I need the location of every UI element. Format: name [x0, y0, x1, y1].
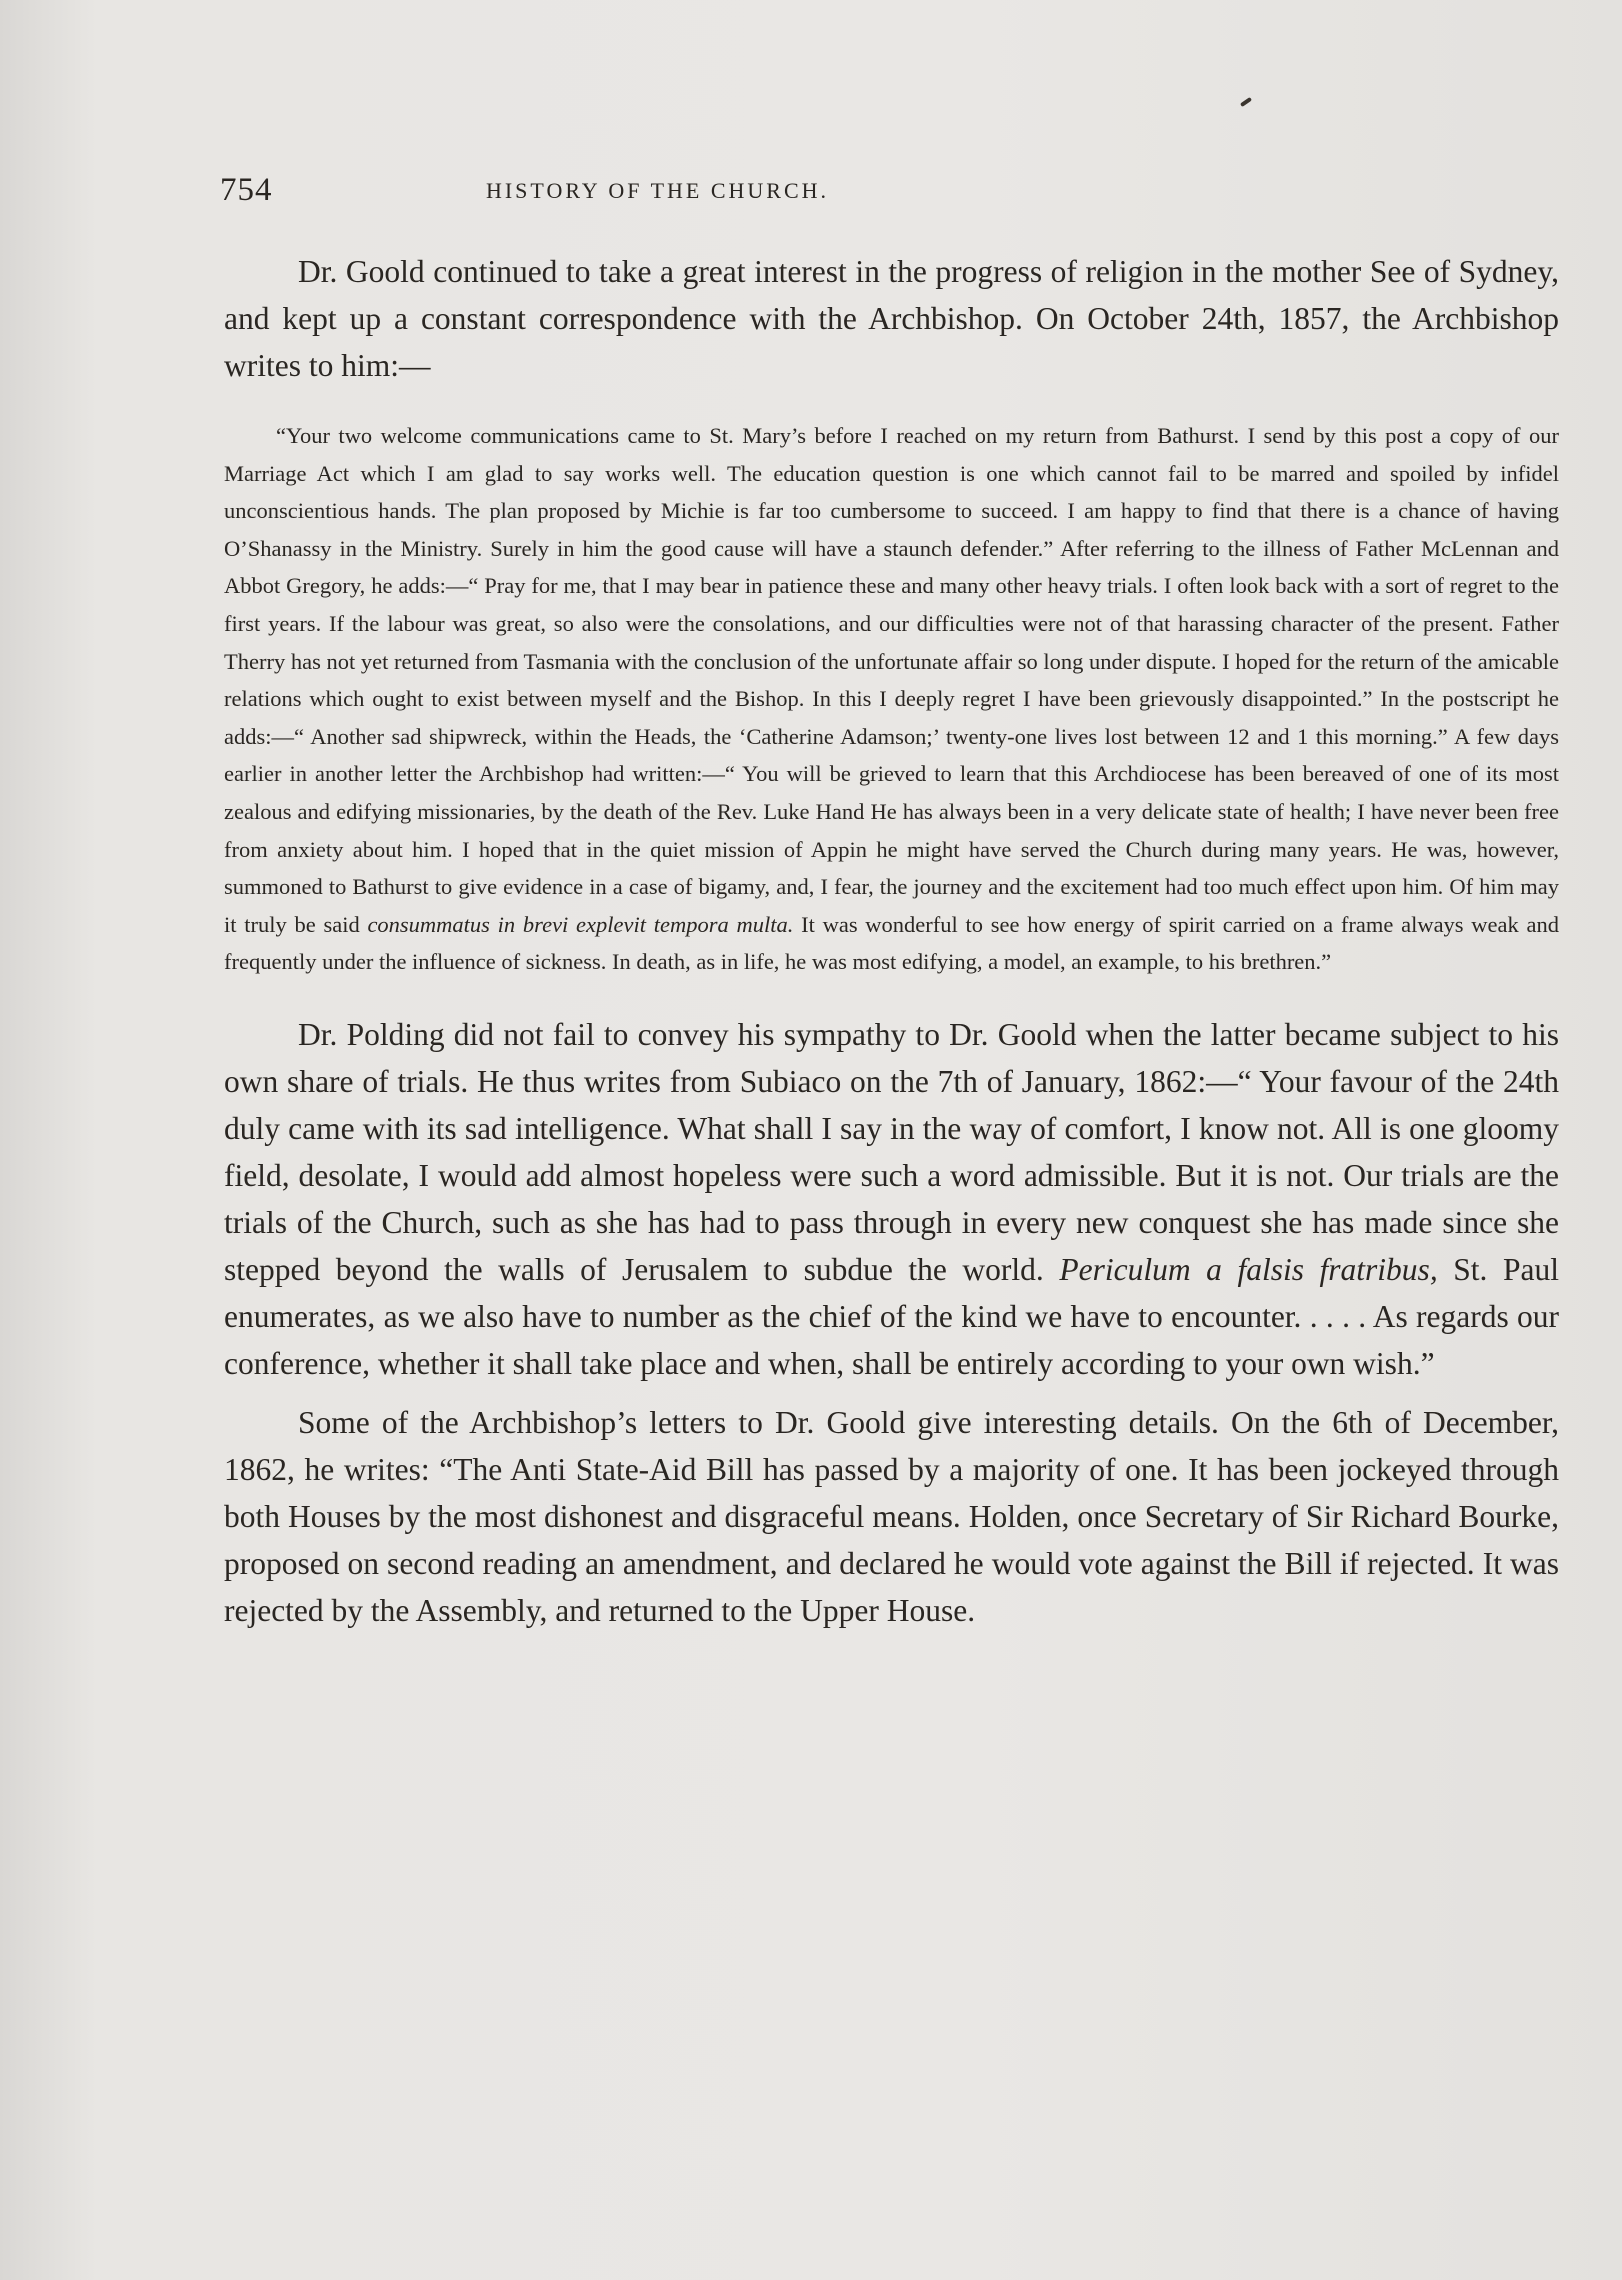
pencil-mark	[1240, 97, 1252, 107]
paragraph-intro: Dr. Goold continued to take a great interest in the progress of religion in the mother See of Sydney, and kept up a constant correspondence with the Archbishop. On October 24th, 1857, the Archbishop writes to him:—	[224, 254, 1559, 383]
polding-latin-phrase: Periculum a falsis fratribus,	[1059, 1251, 1438, 1287]
page-number: 754	[220, 172, 273, 208]
block-quote	[224, 417, 1559, 981]
polding-text-2: St. Paul enumerates, as we also have to number as the chief of the kind we have to encounter. . . . . As regards our conference, whether it shall take place and when, shall be entirely according to your own wish.”	[224, 1251, 1559, 1381]
page-header	[220, 172, 1095, 222]
running-title: HISTORY OF THE CHURCH.	[485, 178, 830, 203]
paragraph-letters: Some of the Archbishop’s letters to Dr. Goold give interesting details. On the 6th of December, 1862, he writes: “The Anti State-Aid Bill has passed by a majority of one. It has been jockeyed through both Houses by the most dishonest and disgraceful means. Holden, once Secretary of Sir Richard Bourke, proposed on second reading an amendment, and declared he would vote against the Bill if rejected. It was rejected by the Assembly, and returned to the Upper House.	[224, 1404, 1559, 1628]
quote-latin-phrase: consummatus in brevi explevit tempora multa.	[367, 911, 794, 937]
quote-text-2: It was wonderful to see how energy of spirit carried on a frame always weak and frequently under the influence of sickness. In death, as in life, he was most edifying, a model, an example, to his brethren.”	[224, 911, 1560, 975]
page-body	[224, 248, 1559, 1634]
paragraph-polding	[224, 1011, 1559, 1387]
quote-text-1: “Your two welcome communications came to St. Mary’s before I reached on my return from Bathurst. I send by this post a copy of our Marriage Act which I am glad to say works well. The education question is one which cannot fail to be marred and spoiled by infidel unconscientious hands. The plan proposed by Michie is far too cumbersome to succeed. I am happy to find that there is a chance of having O’Shanassy in the Ministry. Surely in him the good cause will have a staunch defender.” After referring to the illness of Father McLennan and Abbot Gregory, he adds:—“ Pray for me, that I may bear in patience these and many other heavy trials. I often look back with a sort of regret to the first years. If the labour was great, so also were the consolations, and our difficulties were not of that harassing character of the present. Father Therry has not yet returned from Tasmania with the conclusion of the unfortunate affair so long under dispute. I hoped for the return of the amicable relations which ought to exist between myself and the Bishop. In this I deeply regret I have been grievously disappointed.” In the postscript he adds:—“ Another sad shipwreck, within the Heads, the ‘Catherine Adamson;’ twenty-one lives lost between 12 and 1 this morning.” A few days earlier in another letter the Archbishop had written:—“ You will be grieved to learn that this Archdiocese has been bereaved of one of its most zealous and edifying missionaries, by the death of the Rev. Luke Hand He has always been in a very delicate state of health; I have never been free from anxiety about him. I hoped that in the quiet mission of Appin he might have served the Church during many years. He was, however, summoned to Bathurst to give evidence in a case of bigamy, and, I fear, the journey and the excitement had too much effect upon him. Of him may it truly be said	[224, 423, 1559, 937]
polding-text-1: Dr. Polding did not fail to convey his sympathy to Dr. Goold when the latter became subject to his own share of trials. He thus writes from Subiaco on the 7th of January, 1862:—“ Your favour of the 24th duly came with its sad intelligence. What shall I say in the way of comfort, I know not. All is one gloomy field, desolate, I would add almost hopeless were such a word admissible. But it is not. Our trials are the trials of the Church, such as she has had to pass through in every new conquest she has made since she stepped beyond the walls of Jerusalem to subdue the world.	[224, 1016, 1559, 1287]
